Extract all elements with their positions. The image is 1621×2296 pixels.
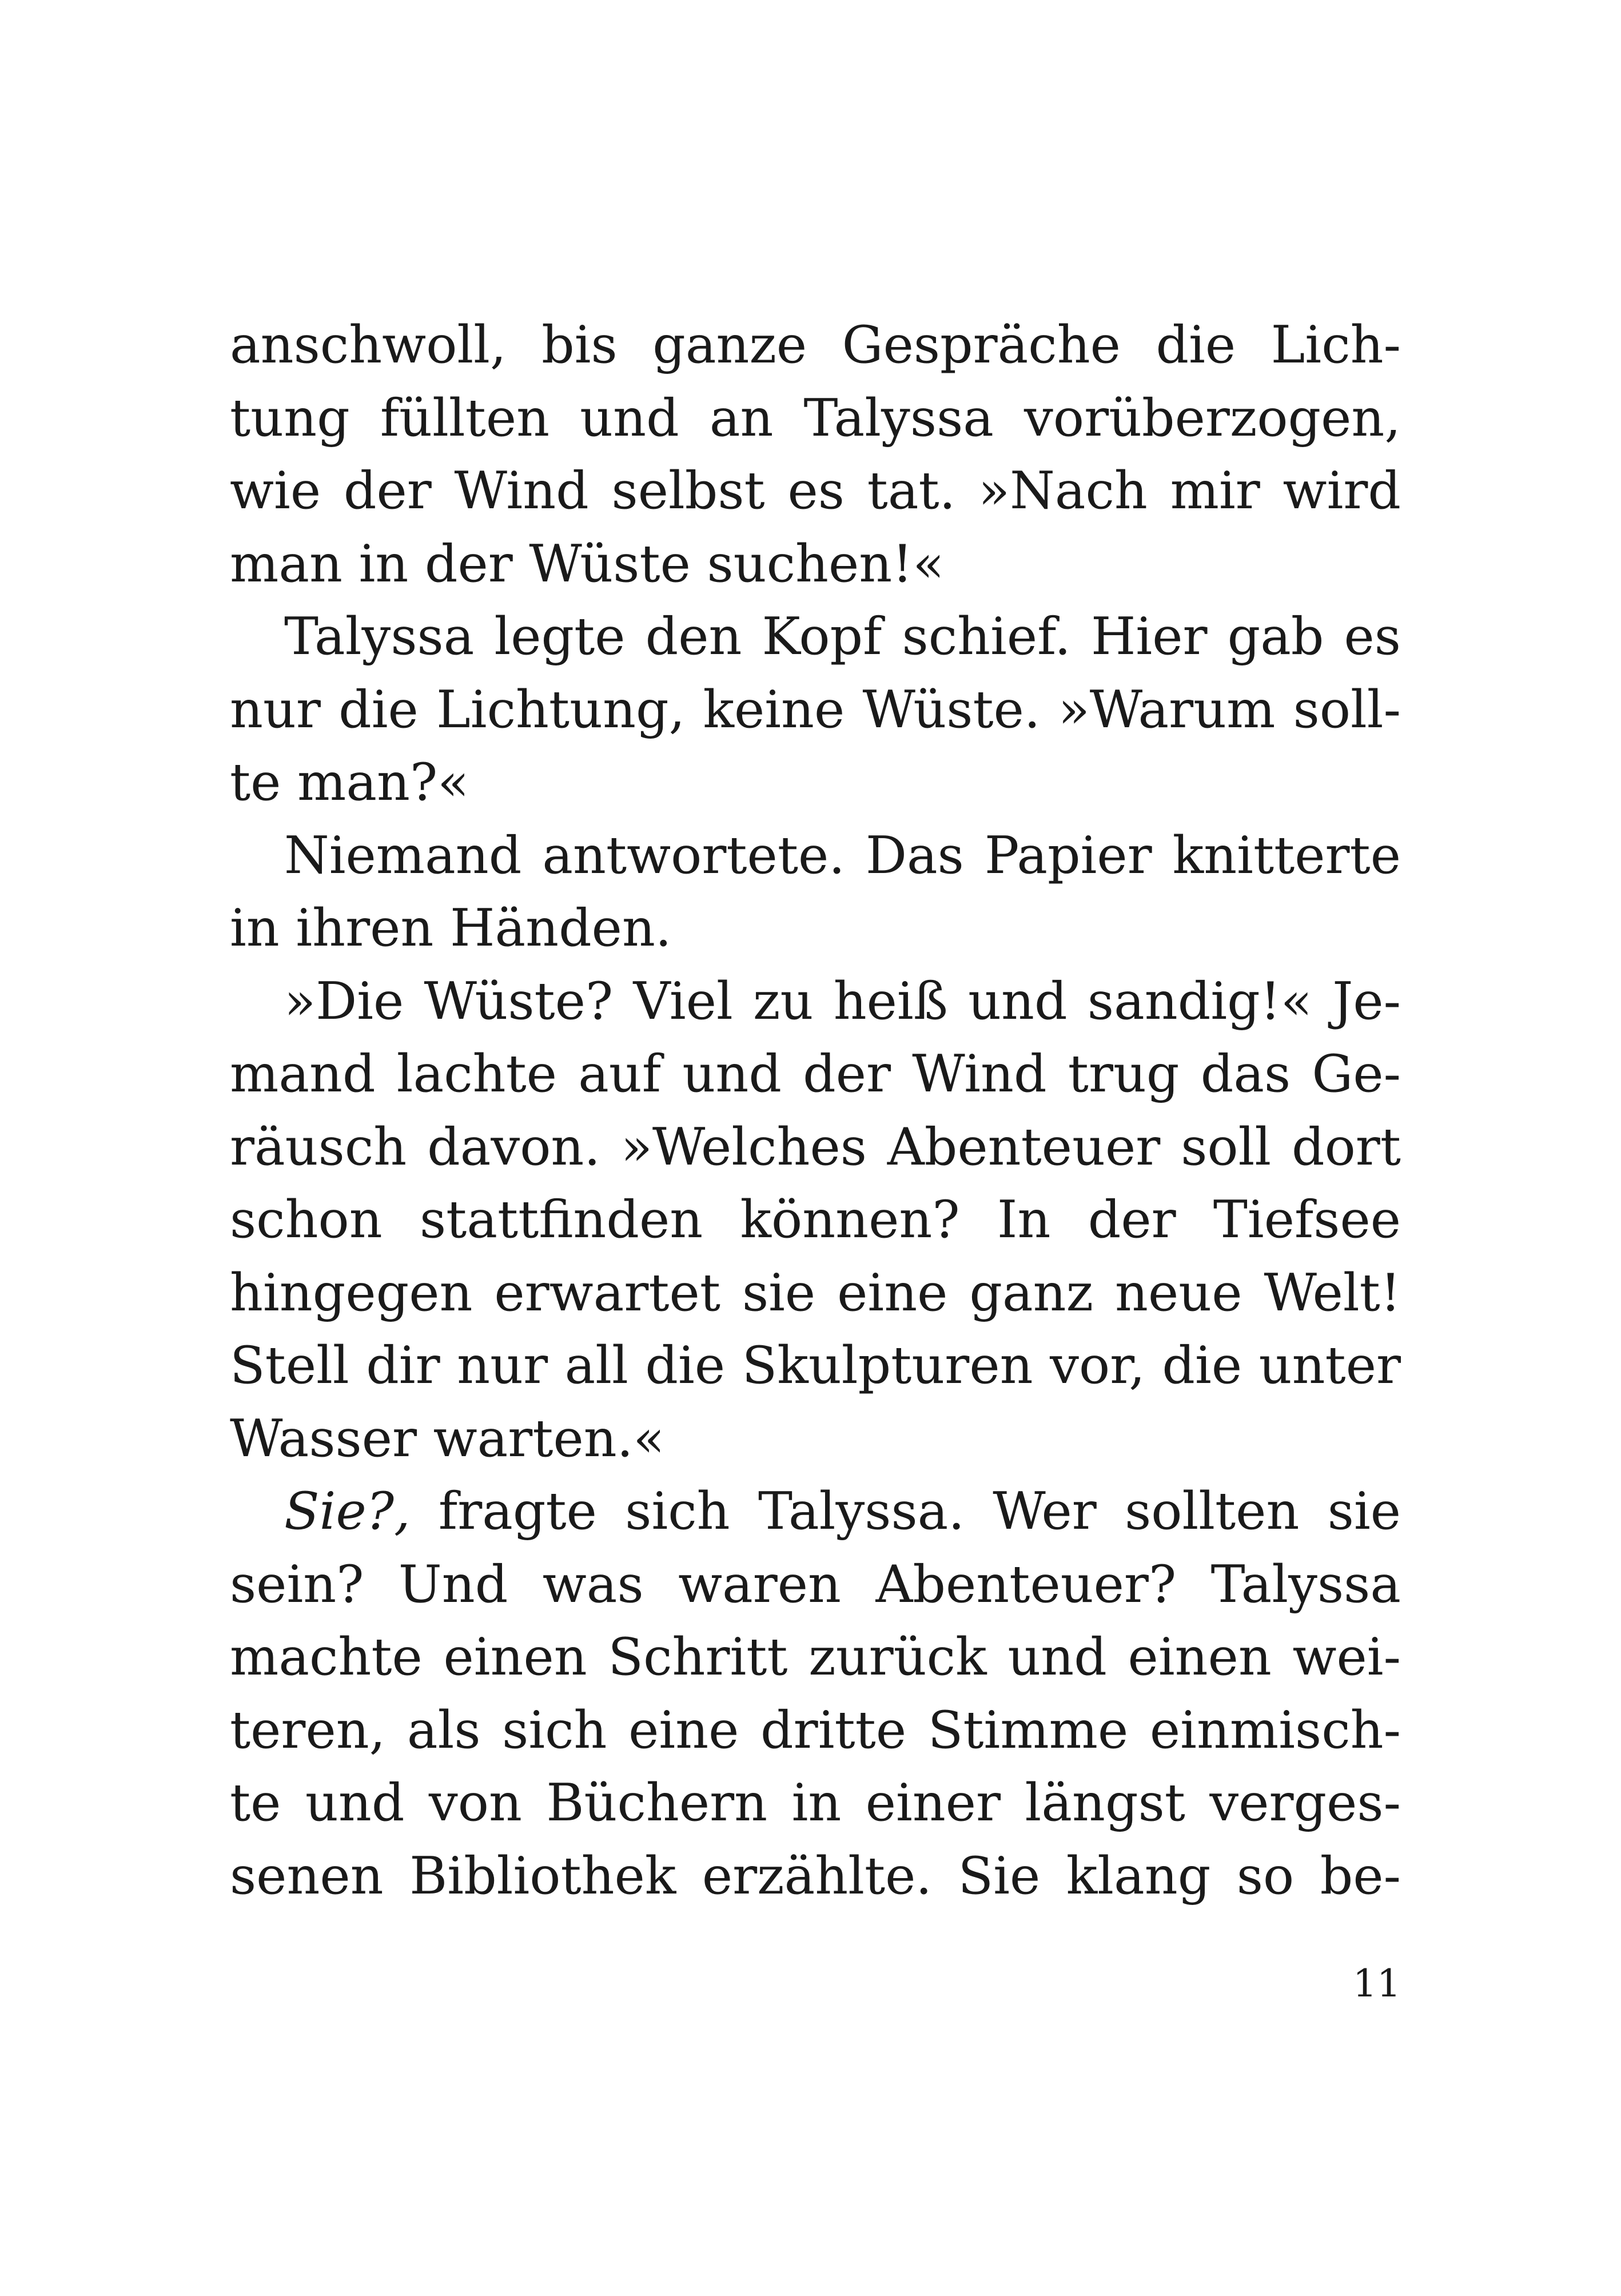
text-line: teren, als sich eine dritte Stimme einmisch- [230,1700,1401,1760]
italic-text: Sie?, [284,1481,411,1541]
text-line: Wasser warten.« [230,1408,665,1469]
text-line: schon stattfinden können? In der Tiefsee [230,1190,1401,1250]
text-line: te man?« [230,752,469,812]
text-line: nur die Lichtung, keine Wüste. »Warum soll- [230,679,1401,740]
text-line: sein? Und was waren Abenteuer? Talyssa [230,1554,1401,1615]
page-number: 11 [1353,1962,1401,2006]
text-line: Stell dir nur all die Skulpturen vor, die unter [230,1336,1401,1396]
text-line: wie der Wind selbst es tat. »Nach mir wird [230,461,1401,521]
text-line: Niemand antwortete. Das Papier knitterte [284,825,1401,886]
text-line: Talyssa legte den Kopf schief. Hier gab es [284,607,1401,667]
text-line [230,1475,1401,1548]
text-line: hingegen erwartet sie eine ganz neue Welt! [230,1262,1401,1323]
text-line: te und von Büchern in einer längst verges- [230,1773,1401,1833]
text-line: in ihren Händen. [230,898,672,958]
text-line: tung füllten und an Talyssa vorüberzogen, [230,388,1401,448]
body-text [230,309,1401,1912]
text-line: »Die Wüste? Viel zu heiß und sandig!« Je- [284,971,1401,1031]
text-line: anschwoll, bis ganze Gespräche die Lich- [230,315,1401,375]
text-line: machte einen Schritt zurück und einen wei- [230,1627,1401,1687]
text-line: man in der Wüste suchen!« [230,533,945,594]
line-text: fragte sich Talyssa. Wer sollten sie [410,1481,1401,1541]
text-line: räusch davon. »Welches Abenteuer soll dort [230,1117,1401,1177]
text-line: senen Bibliothek erzählte. Sie klang so be- [230,1845,1401,1906]
text-line: mand lachte auf und der Wind trug das Ge- [230,1044,1401,1104]
